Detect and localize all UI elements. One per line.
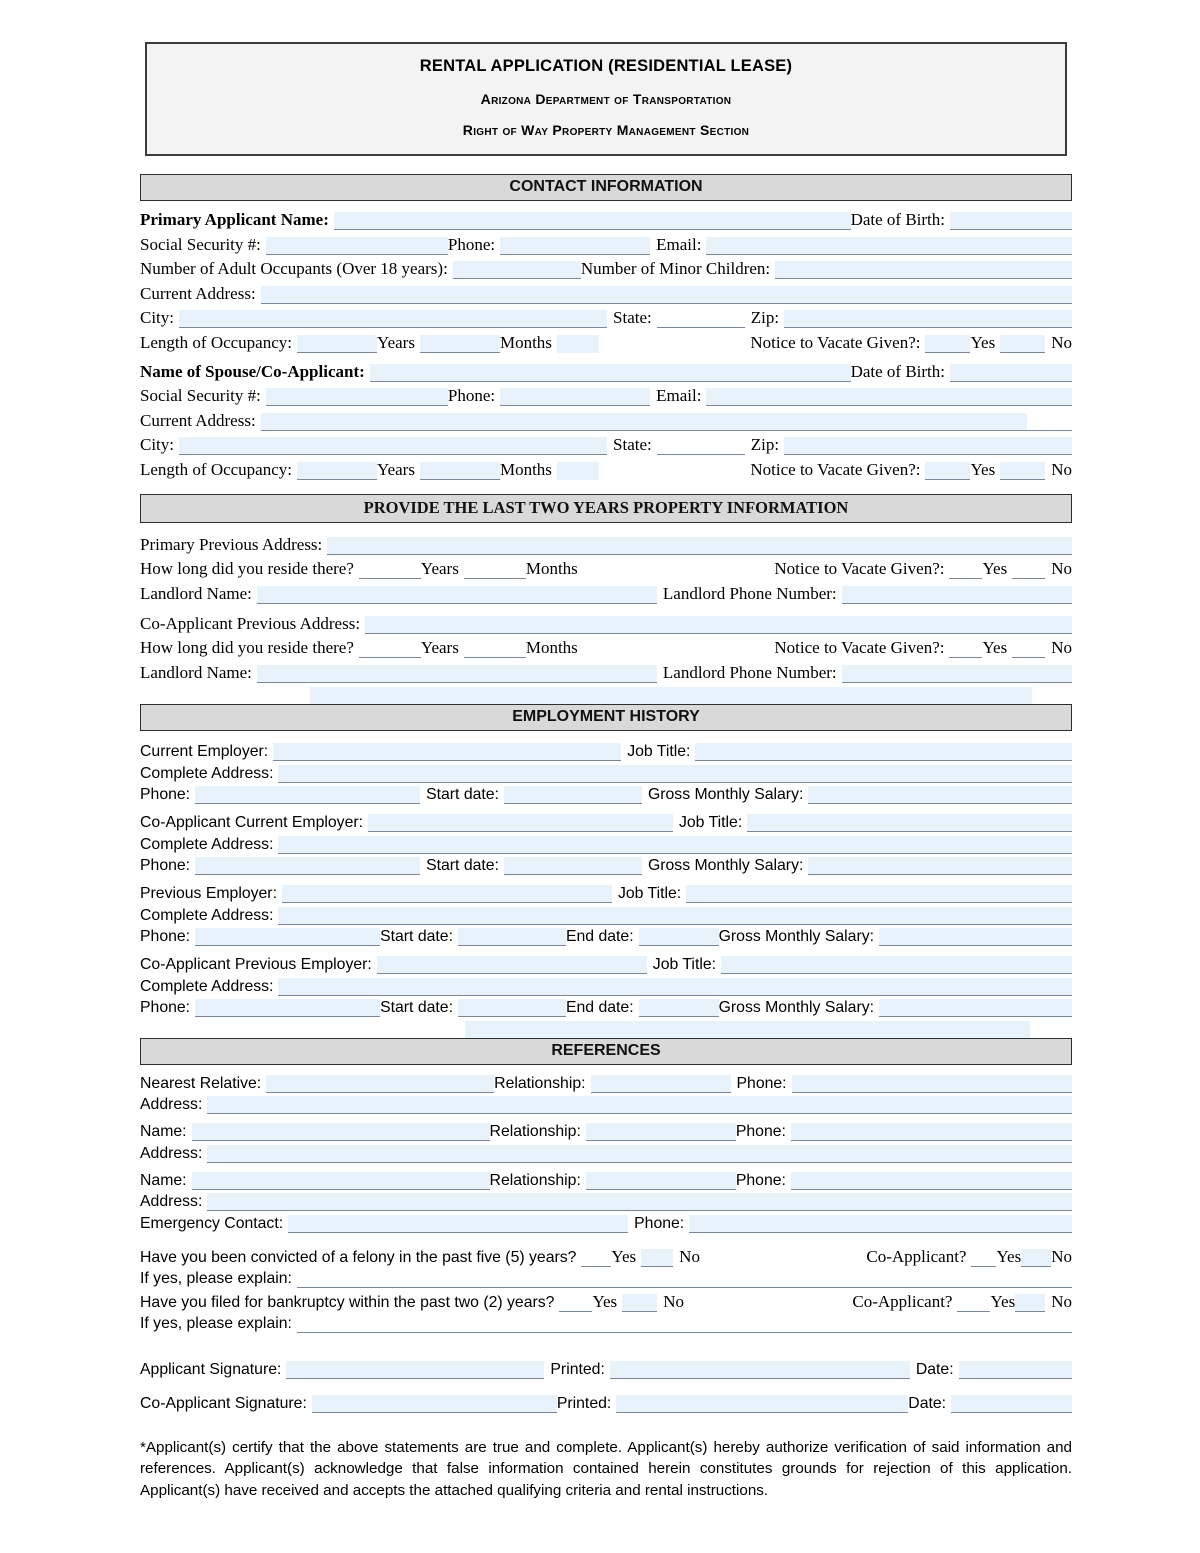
label-yes: Yes <box>970 459 996 479</box>
applicant-signature-field[interactable] <box>286 1361 544 1379</box>
row-coapp-current-employer-address <box>140 836 1072 854</box>
coapplicant-previous-property-block <box>140 614 1072 705</box>
row-previous-employer-phone <box>140 928 1072 946</box>
label-if-yes-explain: If yes, please explain: <box>140 1315 292 1332</box>
current-employer-job-title-field[interactable] <box>695 743 1072 761</box>
row-primary-prev-address <box>140 535 1072 555</box>
reference2-phone-field[interactable] <box>791 1172 1072 1190</box>
label-emergency-contact: Emergency Contact: <box>140 1214 284 1232</box>
label-primary-applicant-name: Primary Applicant Name: <box>140 210 329 229</box>
row-bankruptcy-question <box>140 1292 1072 1312</box>
label-zip: Zip: <box>750 308 780 327</box>
label-yes: Yes <box>996 1246 1022 1266</box>
previous-employer-field[interactable] <box>282 885 612 903</box>
section-header-contact-information: CONTACT INFORMATION <box>140 174 1072 201</box>
label-landlord-name: Landlord Name: <box>140 662 252 682</box>
label-bankruptcy-question: Have you filed for bankruptcy within the past two (2) years? <box>140 1293 555 1311</box>
row-current-employer <box>140 743 1072 761</box>
label-address: Address: <box>140 1096 203 1113</box>
label-email: Email: <box>656 234 702 254</box>
label-no: No <box>1051 1291 1072 1311</box>
spouse-current-address-field[interactable] <box>261 413 1027 431</box>
row-nearest-relative <box>140 1075 1072 1093</box>
coapp-landlord-name-field[interactable] <box>257 665 657 683</box>
coapp-previous-employer-job-title-field[interactable] <box>721 956 1072 974</box>
row-coapp-landlord <box>140 663 1072 683</box>
label-years: Years <box>377 459 415 479</box>
bankruptcy-no-field[interactable] <box>622 1294 657 1312</box>
coapp-current-employer-start-date-field[interactable] <box>504 857 642 875</box>
spouse-state-field[interactable] <box>657 437 745 455</box>
label-no: No <box>663 1291 684 1311</box>
spouse-block <box>140 362 1072 480</box>
label-state: State: <box>613 308 652 327</box>
row-reference2-address <box>140 1193 1072 1211</box>
coapp-previous-employer-start-date-field[interactable] <box>458 999 566 1017</box>
row-felony-explain <box>140 1270 1072 1288</box>
label-current-address: Current Address: <box>140 410 256 430</box>
label-start-date: Start date: <box>426 786 499 803</box>
coapplicant-date-field[interactable] <box>951 1395 1072 1413</box>
label-address: Address: <box>140 1193 203 1210</box>
label-coapplicant-question: Co-Applicant? <box>852 1291 953 1311</box>
reference2-address-field[interactable] <box>207 1193 1072 1211</box>
label-relationship: Relationship: <box>489 1171 581 1189</box>
adult-occupants-field[interactable] <box>453 261 581 279</box>
label-job-title: Job Title: <box>617 885 682 902</box>
coapp-current-employer-field[interactable] <box>368 814 673 832</box>
coapp-reside-months-field[interactable] <box>464 640 526 658</box>
coapp-previous-employer-phone-field[interactable] <box>195 999 380 1017</box>
label-coapplicant-signature: Co-Applicant Signature: <box>140 1395 307 1412</box>
spouse-occupancy-years-field[interactable] <box>297 462 377 480</box>
label-yes: Yes <box>990 1291 1016 1311</box>
coapplicant-signature-field[interactable] <box>312 1395 557 1413</box>
label-gross-salary: Gross Monthly Salary: <box>718 928 874 945</box>
spouse-zip-field[interactable] <box>784 437 1072 455</box>
label-years: Years <box>420 638 459 657</box>
label-notice-to-vacate: Notice to Vacate Given?: <box>774 559 945 578</box>
field-highlight-artifact <box>310 687 1032 704</box>
row-relative-address <box>140 1096 1072 1114</box>
coapp-previous-employer-address-field[interactable] <box>278 978 1072 996</box>
label-state: State: <box>613 435 652 454</box>
label-landlord-name: Landlord Name: <box>140 583 252 603</box>
primary-applicant-name-field[interactable] <box>334 212 851 230</box>
row-reference1-address <box>140 1145 1072 1163</box>
row-occupants <box>140 259 1072 279</box>
coapp-current-employer-block <box>140 814 1072 875</box>
label-complete-address: Complete Address: <box>140 977 274 995</box>
label-if-yes-explain: If yes, please explain: <box>140 1270 292 1287</box>
row-spouse-ssn <box>140 386 1072 406</box>
current-employer-start-date-field[interactable] <box>504 786 642 804</box>
row-spouse-address <box>140 411 1072 431</box>
row-coapp-current-employer-phone <box>140 857 1072 875</box>
nearest-relative-relationship-field[interactable] <box>591 1075 731 1093</box>
field-highlight-artifact <box>465 1021 1030 1038</box>
spouse-email-field[interactable] <box>706 388 1072 406</box>
row-primary-name <box>140 210 1072 230</box>
label-felony-question: Have you been convicted of a felony in the past five (5) years? <box>140 1248 577 1266</box>
reference2-name-field[interactable] <box>192 1172 490 1190</box>
section-header-property-information: PROVIDE THE LAST TWO YEARS PROPERTY INFORMATION <box>140 494 1072 523</box>
coapp-previous-employer-end-date-field[interactable] <box>639 999 719 1017</box>
rental-application-form <box>140 0 1072 1501</box>
label-applicant-signature: Applicant Signature: <box>140 1361 282 1378</box>
label-ssn: Social Security #: <box>140 234 261 254</box>
label-zip: Zip: <box>750 435 780 454</box>
current-employer-phone-field[interactable] <box>195 786 420 804</box>
row-coapplicant-signature <box>140 1395 1072 1413</box>
label-name: Name: <box>140 1171 187 1189</box>
label-date-of-birth: Date of Birth: <box>850 210 945 229</box>
label-length-of-occupancy: Length of Occupancy: <box>140 459 292 479</box>
row-previous-employer <box>140 885 1072 903</box>
bankruptcy-coapp-no-field[interactable] <box>1015 1294 1045 1312</box>
row-coapp-previous-employer <box>140 956 1072 974</box>
current-employer-field[interactable] <box>273 743 621 761</box>
emergency-contact-field[interactable] <box>288 1215 628 1233</box>
primary-applicant-block <box>140 210 1072 353</box>
label-printed: Printed: <box>556 1395 612 1412</box>
label-gross-salary: Gross Monthly Salary: <box>647 857 804 874</box>
label-phone: Phone: <box>447 386 496 405</box>
row-spouse-city <box>140 435 1072 455</box>
spouse-phone-field[interactable] <box>500 388 650 406</box>
previous-employer-phone-field[interactable] <box>195 928 380 946</box>
row-spouse-occupancy <box>140 460 1072 480</box>
primary-vacate-no-field[interactable] <box>1000 335 1045 353</box>
signatures-block <box>140 1361 1072 1413</box>
row-primary-address <box>140 284 1072 304</box>
primary-ssn-field[interactable] <box>266 237 448 255</box>
label-date-of-birth: Date of Birth: <box>850 361 945 381</box>
reference1-address-field[interactable] <box>207 1145 1072 1163</box>
row-felony-question <box>140 1247 1072 1267</box>
felony-explain-field[interactable] <box>297 1270 1072 1288</box>
label-job-title: Job Title: <box>652 956 717 973</box>
row-reference2-name <box>140 1172 1072 1190</box>
label-current-address: Current Address: <box>140 283 256 303</box>
section-header-references: REFERENCES <box>140 1038 1072 1065</box>
label-no: No <box>1051 1246 1072 1266</box>
spouse-name-field[interactable] <box>370 364 851 382</box>
primary-dob-field[interactable] <box>950 212 1072 230</box>
label-gross-salary: Gross Monthly Salary: <box>718 999 874 1016</box>
primary-landlord-name-field[interactable] <box>257 586 657 604</box>
row-primary-city <box>140 308 1072 328</box>
felony-no-field[interactable] <box>641 1249 673 1267</box>
primary-state-field[interactable] <box>657 310 745 328</box>
nearest-relative-address-field[interactable] <box>207 1096 1072 1114</box>
label-minor-children: Number of Minor Children: <box>580 259 771 278</box>
label-phone: Phone: <box>140 999 191 1016</box>
coapp-previous-employer-block <box>140 956 1072 1038</box>
primary-current-address-field[interactable] <box>261 286 1072 304</box>
label-start-date: Start date: <box>380 999 453 1016</box>
label-notice-to-vacate: Notice to Vacate Given?: <box>750 459 921 479</box>
label-phone: Phone: <box>735 1171 786 1189</box>
label-no: No <box>679 1246 700 1266</box>
coapp-current-employer-phone-field[interactable] <box>195 857 420 875</box>
coapp-prev-vacate-no-field[interactable] <box>1012 640 1045 658</box>
label-how-long: How long did you reside there? <box>140 559 354 578</box>
primary-prev-vacate-no-field[interactable] <box>1012 561 1045 579</box>
row-previous-employer-address <box>140 907 1072 925</box>
row-current-employer-address <box>140 765 1072 783</box>
label-complete-address: Complete Address: <box>140 835 274 853</box>
label-coapp-previous-employer: Co-Applicant Previous Employer: <box>140 956 372 973</box>
label-months: Months <box>499 459 552 479</box>
reference2-relationship-field[interactable] <box>586 1172 736 1190</box>
label-phone: Phone: <box>736 1074 787 1092</box>
label-relationship: Relationship: <box>494 1074 586 1092</box>
previous-employer-block <box>140 885 1072 946</box>
certification-text: *Applicant(s) certify that the above statements are true and complete. Applicant(s) hereby authorize verification of said information and references. Applicant(s) acknowledge that false information contained herein constitutes grounds for rejection of this application. Applicant(s) have received and accepts the attached qualifying criteria and rental instructions. <box>140 1439 1072 1499</box>
primary-city-field[interactable] <box>179 310 607 328</box>
label-job-title: Job Title: <box>679 814 743 831</box>
label-how-long: How long did you reside there? <box>140 638 354 657</box>
reference1-phone-field[interactable] <box>791 1123 1072 1141</box>
emergency-contact-phone-field[interactable] <box>689 1215 1072 1233</box>
form-title: RENTAL APPLICATION (RESIDENTIAL LEASE) <box>419 57 793 75</box>
label-years: Years <box>420 559 459 578</box>
label-yes: Yes <box>611 1246 637 1266</box>
nearest-relative-field[interactable] <box>266 1075 494 1093</box>
coapplicant-printed-field[interactable] <box>616 1395 908 1413</box>
label-coapplicant-previous-address: Co-Applicant Previous Address: <box>140 613 361 633</box>
coapp-previous-address-field[interactable] <box>365 616 1072 634</box>
row-emergency-contact <box>140 1215 1072 1233</box>
label-phone: Phone: <box>735 1123 786 1140</box>
reference1-relationship-field[interactable] <box>586 1123 736 1141</box>
row-coapp-previous-employer-phone <box>140 999 1072 1017</box>
previous-employer-end-date-field[interactable] <box>639 928 719 946</box>
label-phone: Phone: <box>140 857 191 874</box>
label-no: No <box>1051 559 1072 578</box>
label-no: No <box>1051 638 1072 657</box>
label-printed: Printed: <box>550 1361 605 1378</box>
row-primary-landlord <box>140 584 1072 604</box>
spouse-dob-field[interactable] <box>950 364 1072 382</box>
label-relationship: Relationship: <box>489 1123 581 1140</box>
row-coapp-previous-employer-address <box>140 978 1072 996</box>
label-date: Date: <box>908 1395 947 1412</box>
primary-email-field[interactable] <box>706 237 1072 255</box>
label-yes: Yes <box>592 1291 618 1311</box>
row-primary-occupancy <box>140 333 1072 353</box>
spouse-current-address-tail[interactable] <box>1027 413 1072 431</box>
field-highlight-artifact <box>557 462 599 480</box>
current-employer-address-field[interactable] <box>278 765 1072 783</box>
references-block <box>140 1075 1072 1233</box>
coapp-current-employer-salary-field[interactable] <box>808 857 1072 875</box>
previous-employer-start-date-field[interactable] <box>458 928 566 946</box>
current-employer-salary-field[interactable] <box>808 786 1072 804</box>
label-nearest-relative: Nearest Relative: <box>140 1074 262 1092</box>
label-length-of-occupancy: Length of Occupancy: <box>140 332 292 352</box>
label-months: Months <box>525 638 578 657</box>
primary-previous-property-block <box>140 535 1072 604</box>
coapp-prev-vacate-yes-field[interactable] <box>949 640 982 658</box>
felony-coapp-yes-field[interactable] <box>971 1249 996 1267</box>
label-end-date: End date: <box>565 999 634 1016</box>
primary-reside-years-field[interactable] <box>359 561 421 579</box>
spouse-ssn-field[interactable] <box>266 388 448 406</box>
spouse-city-field[interactable] <box>179 437 607 455</box>
label-phone: Phone: <box>140 786 191 803</box>
bankruptcy-yes-field[interactable] <box>559 1294 592 1312</box>
coapp-current-employer-job-title-field[interactable] <box>747 814 1072 832</box>
row-primary-reside <box>140 559 1072 579</box>
primary-vacate-yes-field[interactable] <box>925 335 970 353</box>
spouse-vacate-no-field[interactable] <box>1000 462 1045 480</box>
row-coapp-current-employer <box>140 814 1072 832</box>
primary-occupancy-years-field[interactable] <box>297 335 377 353</box>
label-job-title: Job Title: <box>627 743 691 760</box>
felony-yes-field[interactable] <box>581 1249 611 1267</box>
label-start-date: Start date: <box>426 857 499 874</box>
nearest-relative-phone-field[interactable] <box>792 1075 1072 1093</box>
label-phone: Phone: <box>140 928 191 945</box>
label-yes: Yes <box>982 638 1008 657</box>
row-current-employer-phone <box>140 786 1072 804</box>
label-spouse-name: Name of Spouse/Co-Applicant: <box>140 361 365 381</box>
current-employer-block <box>140 743 1072 804</box>
row-coapp-prev-address <box>140 614 1072 634</box>
label-phone: Phone: <box>634 1214 685 1232</box>
label-city: City: <box>140 308 175 327</box>
label-years: Years <box>377 332 415 352</box>
primary-prev-vacate-yes-field[interactable] <box>949 561 982 579</box>
label-months: Months <box>525 559 578 578</box>
field-highlight-artifact <box>557 335 599 353</box>
previous-employer-address-field[interactable] <box>278 907 1072 925</box>
label-notice-to-vacate: Notice to Vacate Given?: <box>750 332 921 352</box>
label-no: No <box>1051 459 1072 479</box>
reference1-name-field[interactable] <box>192 1123 490 1141</box>
primary-occupancy-months-field[interactable] <box>420 335 500 353</box>
label-notice-to-vacate: Notice to Vacate Given?: <box>774 638 945 657</box>
questions-block <box>140 1247 1072 1334</box>
previous-employer-job-title-field[interactable] <box>686 885 1072 903</box>
label-yes: Yes <box>982 559 1008 578</box>
label-phone: Phone: <box>447 234 496 254</box>
spouse-vacate-yes-field[interactable] <box>925 462 970 480</box>
label-primary-previous-address: Primary Previous Address: <box>140 534 323 554</box>
row-applicant-signature <box>140 1361 1072 1379</box>
label-landlord-phone: Landlord Phone Number: <box>662 662 837 682</box>
primary-landlord-phone-field[interactable] <box>842 586 1072 604</box>
label-coapplicant-question: Co-Applicant? <box>866 1246 967 1266</box>
primary-reside-months-field[interactable] <box>464 561 526 579</box>
label-gross-salary: Gross Monthly Salary: <box>647 786 804 803</box>
coapp-reside-years-field[interactable] <box>359 640 421 658</box>
label-current-employer: Current Employer: <box>140 743 269 760</box>
label-yes: Yes <box>970 332 996 352</box>
label-end-date: End date: <box>565 928 634 945</box>
primary-phone-field[interactable] <box>500 237 650 255</box>
form-department: Arizona Department of Transportation <box>480 91 732 107</box>
form-header-box <box>145 42 1067 156</box>
label-name: Name: <box>140 1123 187 1140</box>
previous-employer-salary-field[interactable] <box>879 928 1072 946</box>
label-date: Date: <box>915 1361 954 1378</box>
label-previous-employer: Previous Employer: <box>140 885 277 902</box>
label-months: Months <box>499 332 552 352</box>
bankruptcy-coapp-yes-field[interactable] <box>957 1294 990 1312</box>
label-adult-occupants: Number of Adult Occupants (Over 18 years): <box>140 259 448 278</box>
primary-previous-address-field[interactable] <box>327 537 1072 555</box>
label-address: Address: <box>140 1144 203 1162</box>
label-start-date: Start date: <box>380 928 453 945</box>
spouse-occupancy-months-field[interactable] <box>420 462 500 480</box>
row-bankruptcy-explain <box>140 1315 1072 1333</box>
label-complete-address: Complete Address: <box>140 764 274 782</box>
applicant-printed-field[interactable] <box>610 1361 910 1379</box>
applicant-date-field[interactable] <box>959 1361 1072 1379</box>
coapp-current-employer-address-field[interactable] <box>278 836 1072 854</box>
label-landlord-phone: Landlord Phone Number: <box>662 583 837 603</box>
row-reference1-name <box>140 1123 1072 1141</box>
label-ssn: Social Security #: <box>140 386 261 405</box>
label-complete-address: Complete Address: <box>140 906 274 924</box>
coapp-previous-employer-field[interactable] <box>377 956 647 974</box>
coapp-landlord-phone-field[interactable] <box>842 665 1072 683</box>
label-email: Email: <box>656 386 702 405</box>
label-coapp-current-employer: Co-Applicant Current Employer: <box>140 814 363 831</box>
form-section-name: Right of Way Property Management Section <box>462 122 750 138</box>
minor-children-field[interactable] <box>775 261 1072 279</box>
section-header-employment-history: EMPLOYMENT HISTORY <box>140 704 1072 731</box>
label-no: No <box>1051 332 1072 352</box>
row-coapp-reside <box>140 638 1072 658</box>
label-city: City: <box>140 435 175 454</box>
coapp-previous-employer-salary-field[interactable] <box>879 999 1072 1017</box>
primary-zip-field[interactable] <box>784 310 1072 328</box>
row-spouse-name <box>140 362 1072 382</box>
felony-coapp-no-field[interactable] <box>1021 1249 1051 1267</box>
row-primary-ssn <box>140 235 1072 255</box>
bankruptcy-explain-field[interactable] <box>297 1315 1072 1333</box>
